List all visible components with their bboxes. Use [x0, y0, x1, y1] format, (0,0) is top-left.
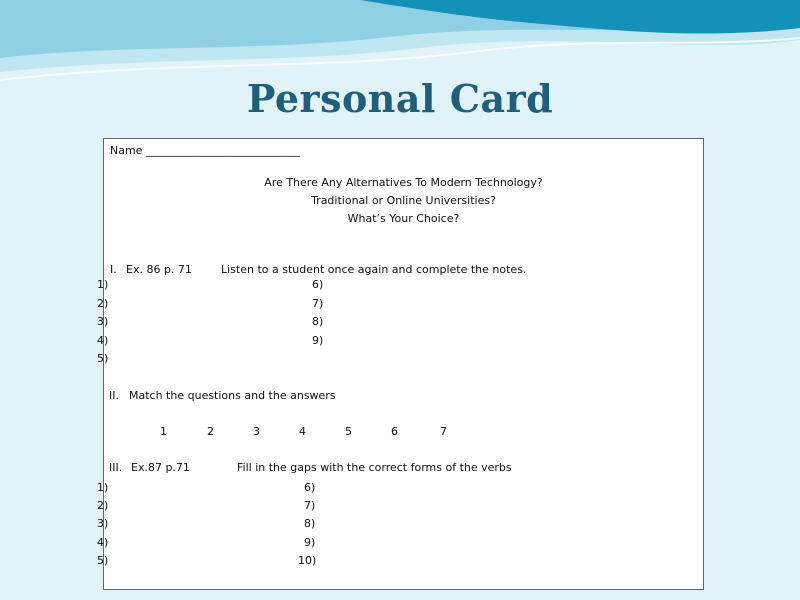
section3-item-5: 5): [97, 554, 109, 567]
section1-item-8: 8): [312, 315, 324, 328]
section3-item-7: 7): [304, 499, 316, 512]
section3-ref: Ex.87 p.71: [131, 461, 190, 474]
section1-item-3: 3): [97, 315, 109, 328]
match-number-4: 4: [299, 425, 306, 438]
name-field-label: Name ____________________________: [110, 144, 300, 157]
section3-item-4: 4): [97, 536, 109, 549]
section2-instruction: Match the questions and the answers: [129, 389, 336, 402]
heading-line-1: Are There Any Alternatives To Modern Technology?: [264, 176, 543, 189]
section1-item-4: 4): [97, 334, 109, 347]
section1-item-1: 1): [97, 278, 109, 291]
slide-title: Personal Card: [246, 76, 554, 121]
section1-roman: I.: [110, 263, 117, 276]
match-number-1: 1: [160, 425, 167, 438]
personal-card: [103, 138, 704, 590]
section1-instruction: Listen to a student once again and complete the notes.: [221, 263, 527, 276]
section3-item-8: 8): [304, 517, 316, 530]
section1-item-7: 7): [312, 297, 324, 310]
section3-item-10: 10): [298, 554, 317, 567]
section3-instruction: Fill in the gaps with the correct forms of the verbs: [237, 461, 512, 474]
heading-line-2: Traditional or Online Universities?: [311, 194, 496, 207]
section1-item-9: 9): [312, 334, 324, 347]
match-number-2: 2: [207, 425, 214, 438]
section1-ref: Ex. 86 p. 71: [126, 263, 192, 276]
match-number-3: 3: [253, 425, 260, 438]
section2-roman: II.: [109, 389, 119, 402]
match-number-5: 5: [345, 425, 352, 438]
section3-item-9: 9): [304, 536, 316, 549]
section3-item-2: 2): [97, 499, 109, 512]
heading-line-3: What’s Your Choice?: [347, 212, 460, 225]
section3-item-6: 6): [304, 481, 316, 494]
match-number-7: 7: [440, 425, 447, 438]
section1-item-6: 6): [312, 278, 324, 291]
section3-item-3: 3): [97, 517, 109, 530]
section1-item-5: 5): [97, 352, 109, 365]
match-number-6: 6: [391, 425, 398, 438]
section3-roman: III.: [109, 461, 123, 474]
section3-item-1: 1): [97, 481, 109, 494]
section1-item-2: 2): [97, 297, 109, 310]
